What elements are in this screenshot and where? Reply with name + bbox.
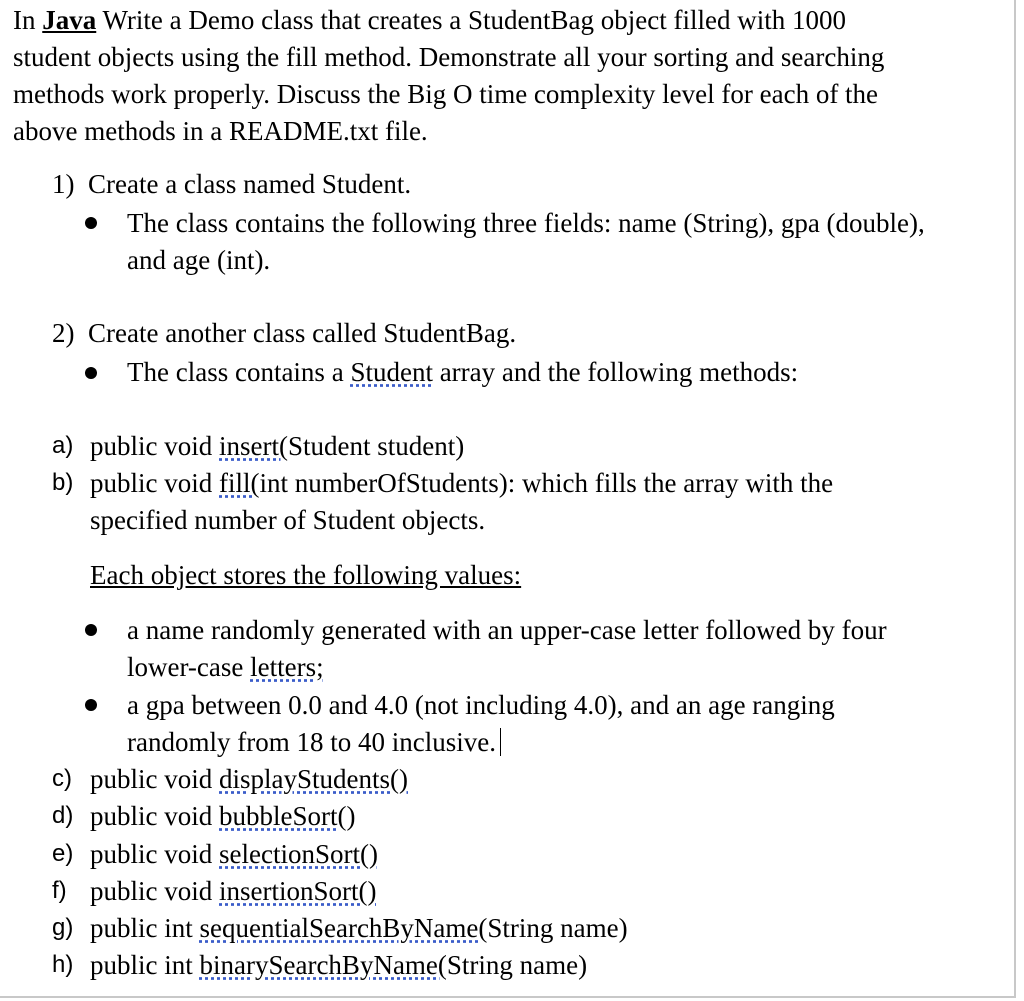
- each-object-heading: Each object stores the following values:: [90, 560, 522, 590]
- method-h-suffix: String name): [446, 950, 588, 980]
- step-1-bullet-line-2: and age (int).: [127, 245, 271, 275]
- intro-line-1-rest: Write a Demo class that creates a StudentBag object filled with 1000: [96, 5, 846, 35]
- method-g-suffix: String name): [487, 913, 628, 943]
- method-f-prefix: public void: [90, 876, 219, 906]
- method-c-label: c): [52, 765, 72, 792]
- text-cursor: [500, 728, 501, 756]
- bullet-icon: [85, 624, 97, 636]
- step-2-text: Create another class called StudentBag.: [88, 318, 517, 348]
- value-1-line-1: a name randomly generated with an upper-case letter followed by four: [127, 615, 887, 645]
- method-e: [90, 838, 378, 870]
- step-1-bullet-line-1: The class contains the following three fields: name (String), gpa (double),: [127, 208, 925, 238]
- method-e-prefix: public void: [90, 839, 219, 869]
- intro-line-3: methods work properly. Discuss the Big O time complexity level for each of the: [13, 79, 879, 109]
- method-a-prefix: public void: [90, 431, 219, 461]
- method-a-suffix: Student student): [287, 431, 465, 461]
- method-b-label: b): [52, 469, 74, 496]
- method-a-label: a): [52, 432, 74, 459]
- step-2-bullet-prefix: The class contains a: [127, 357, 351, 387]
- step-1: [52, 168, 411, 200]
- method-e-label: e): [52, 840, 74, 867]
- method-h-name: binarySearchByName(: [199, 950, 447, 980]
- method-b: [90, 467, 833, 499]
- method-e-name: selectionSort(): [219, 839, 378, 869]
- method-b-suffix: int numberOfStudents): which fills the array with the: [259, 468, 834, 498]
- method-h-prefix: public int: [90, 950, 200, 980]
- method-a-name: insert(: [219, 431, 288, 461]
- method-g-name: sequentialSearchByName(: [199, 913, 488, 943]
- step-2-bullet-suffix: array and the following methods:: [432, 357, 799, 387]
- method-g: [90, 912, 628, 944]
- value-2-line-2: [127, 726, 501, 758]
- method-h-label: h): [52, 951, 74, 978]
- student-reference: Student: [350, 357, 433, 387]
- method-c: [90, 763, 408, 795]
- bullet-icon: [85, 699, 97, 711]
- method-f-label: f): [52, 877, 67, 904]
- method-f: [90, 875, 376, 907]
- method-c-name: displayStudents(): [219, 764, 408, 794]
- step-2-bullet: [127, 356, 798, 388]
- method-d-name: bubbleSort(): [219, 801, 356, 831]
- value-2-line-2-text: randomly from 18 to 40 inclusive.: [127, 727, 496, 757]
- method-g-prefix: public int: [90, 913, 200, 943]
- bullet-icon: [85, 217, 97, 229]
- step-2: [52, 317, 516, 349]
- value-2-line-1: a gpa between 0.0 and 4.0 (not including 4.0), and an age ranging: [127, 690, 835, 720]
- method-d: [90, 800, 355, 832]
- method-b-prefix: public void: [90, 468, 219, 498]
- java-keyword: Java: [42, 5, 97, 35]
- step-1-number: 1): [52, 169, 75, 199]
- method-h: [90, 949, 587, 981]
- intro-prefix: In: [13, 5, 43, 35]
- method-g-label: g): [52, 914, 74, 941]
- step-1-text: Create a class named Student.: [88, 169, 412, 199]
- method-a: [90, 430, 464, 462]
- intro-line-2: student objects using the fill method. Demonstrate all your sorting and searching: [13, 42, 885, 72]
- value-1-line-2-prefix: lower-case: [127, 652, 251, 682]
- bullet-icon: [85, 367, 97, 379]
- method-f-name: insertionSort(): [219, 876, 377, 906]
- intro-line-1: [13, 4, 846, 36]
- step-2-number: 2): [52, 318, 75, 348]
- value-1-line-2: [127, 651, 324, 683]
- intro-line-4: above methods in a README.txt file.: [13, 116, 428, 146]
- method-b-line-2: specified number of Student objects.: [90, 505, 486, 535]
- method-b-name: fill(: [219, 468, 260, 498]
- method-d-label: d): [52, 802, 74, 829]
- method-c-prefix: public void: [90, 764, 219, 794]
- method-d-prefix: public void: [90, 801, 219, 831]
- letters-word: letters;: [250, 652, 324, 682]
